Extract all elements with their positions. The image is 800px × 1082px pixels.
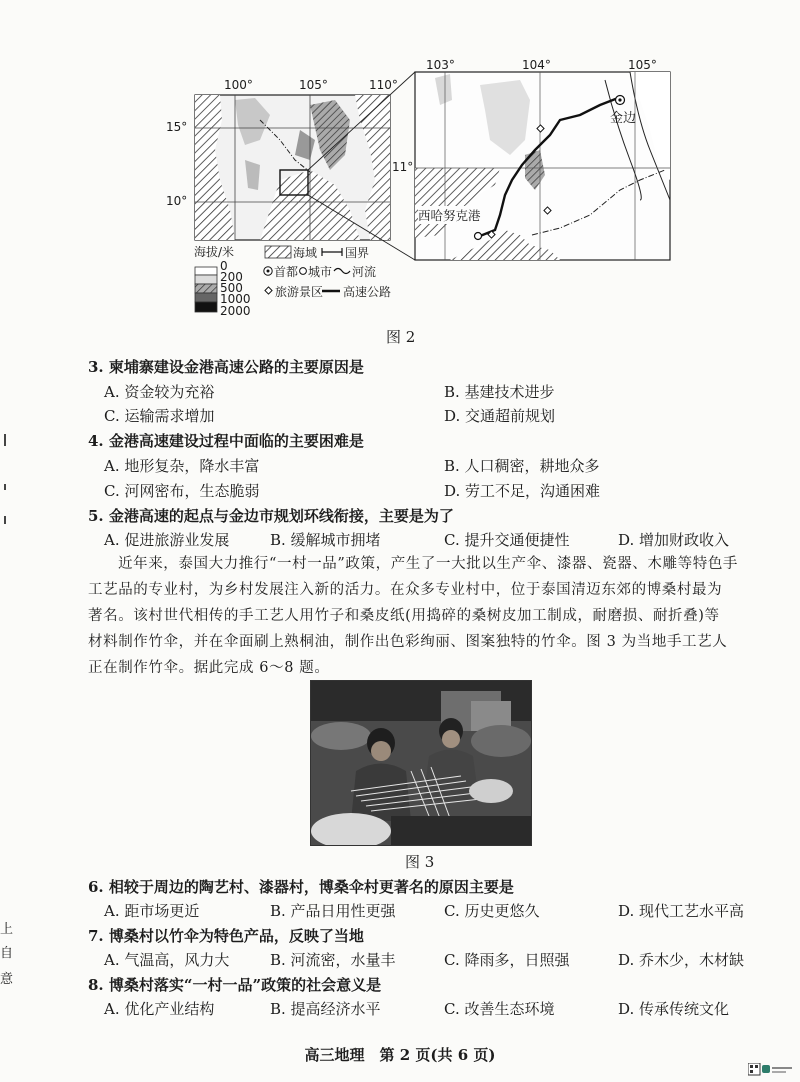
legend-highway: 高速公路 [343,285,392,299]
q5-option-d[interactable]: D. 增加财政收入 [618,531,730,549]
lon-label-110: 110° [369,78,398,92]
legend-city: 城市 [308,265,333,279]
figure-3-photo [310,680,532,846]
q5-stem: 5. 金港高速的起点与金边市规划环线衔接，主要是为了 [88,507,454,525]
lat-label-15: 15° [166,120,188,134]
q3-option-d[interactable]: D. 交通超前规划 [444,407,556,425]
passage-line-4: 材料制作竹伞，并在伞面刷上熟桐油，制作出色彩绚丽、图案独特的竹伞。图 3 为当地手工艺人 [88,634,728,650]
margin-char-3: 意 [0,972,14,987]
lon-label-104: 104° [522,58,551,72]
page-footer: 高三地理 第 2 页(共 6 页) [304,1046,496,1064]
margin-tick-1 [4,434,6,446]
capital-label: 金边 [610,111,637,126]
q8-option-a[interactable]: A. 优化产业结构 [104,1000,215,1018]
q3-option-a[interactable]: A. 资金较为充裕 [104,383,215,401]
q4-option-b[interactable]: B. 人口稠密，耕地众多 [444,457,600,475]
passage-line-5: 正在制作竹伞。据此完成 6～8 题。 [88,660,330,676]
q7-stem: 7. 博桑村以竹伞为特色产品，反映了当地 [88,927,364,945]
lon-label-100: 100° [224,78,253,92]
passage-line-1: 近年来，泰国大力推行“一村一品”政策，产生了一大批以生产伞、漆器、瓷器、木雕等特色手 [118,556,739,572]
q4-stem: 4. 金港高速建设过程中面临的主要困难是 [88,432,364,450]
legend-elev-500: 500 [220,281,243,295]
passage-line-2: 工艺品的专业村，为乡村发展注入新的活力。在众多专业村中，位于泰国清迈东郊的博桑村最为 [88,582,723,598]
figure-2-caption: 图 2 [386,328,416,346]
lon-label-103: 103° [426,58,455,72]
q3-option-b[interactable]: B. 基建技术进步 [444,383,555,401]
margin-char-1: 上 [0,922,14,937]
legend-scenic: 旅游景区 [275,285,324,299]
legend-elev-200: 200 [220,270,243,284]
legend-capital: 首都 [274,265,299,279]
qr-logo-icon [748,1063,794,1077]
legend-elev-2000: 2000 [220,304,251,318]
lat-label-11: 11° [392,160,414,174]
figure-3-caption: 图 3 [405,853,435,871]
legend-elev-1000: 1000 [220,292,251,306]
q4-option-c[interactable]: C. 河网密布，生态脆弱 [104,482,260,500]
figure-2 [160,60,680,330]
q4-option-a[interactable]: A. 地形复杂，降水丰富 [104,457,260,475]
craftsmen-photo [311,681,531,845]
q6-option-d[interactable]: D. 现代工艺水平高 [618,902,745,920]
q8-option-b[interactable]: B. 提高经济水平 [270,1000,381,1018]
q8-stem: 8. 博桑村落实“一村一品”政策的社会意义是 [88,976,382,994]
lat-label-10: 10° [166,194,188,208]
margin-tick-2 [4,484,6,490]
margin-tick-3 [4,516,6,524]
q6-option-a[interactable]: A. 距市场更近 [104,902,200,920]
legend-sea: 海域 [293,246,318,260]
legend-border: 国界 [345,246,370,260]
legend-elevation-title: 海拔/米 [194,245,235,259]
port-label: 西哈努克港 [418,208,481,223]
legend-elev-0: 0 [220,259,228,273]
left-map [195,95,390,240]
q8-option-c[interactable]: C. 改善生态环境 [444,1000,555,1018]
q3-option-c[interactable]: C. 运输需求增加 [104,407,215,425]
q8-option-d[interactable]: D. 传承传统文化 [618,1000,730,1018]
margin-char-2: 自 [0,946,14,961]
q7-option-d[interactable]: D. 乔木少，木材缺 [618,951,745,969]
q7-option-b[interactable]: B. 河流密，水量丰 [270,951,396,969]
legend-river: 河流 [352,265,377,279]
q6-stem: 6. 相较于周边的陶艺村、漆器村，博桑伞村更著名的原因主要是 [88,878,514,896]
q4-option-d[interactable]: D. 劳工不足，沟通困难 [444,482,601,500]
q6-option-c[interactable]: C. 历史更悠久 [444,902,540,920]
q5-option-a[interactable]: A. 促进旅游业发展 [104,531,230,549]
passage-line-3: 著名。该村世代相传的手工艺人用竹子和桑皮纸(用捣碎的桑树皮加工制成，耐磨损、耐折叠)等 [88,608,720,624]
q5-option-c[interactable]: C. 提升交通便捷性 [444,531,570,549]
q7-option-a[interactable]: A. 气温高，风力大 [104,951,230,969]
q6-option-b[interactable]: B. 产品日用性更强 [270,902,396,920]
lon-label-105: 105° [299,78,328,92]
passage [88,551,772,681]
lon-label-105-right: 105° [628,58,657,72]
q7-option-c[interactable]: C. 降雨多，日照强 [444,951,570,969]
q5-option-b[interactable]: B. 缓解城市拥堵 [270,531,381,549]
q3-stem: 3. 柬埔寨建设金港高速公路的主要原因是 [88,358,364,376]
right-map [415,72,670,260]
corner-logo [748,1062,794,1076]
